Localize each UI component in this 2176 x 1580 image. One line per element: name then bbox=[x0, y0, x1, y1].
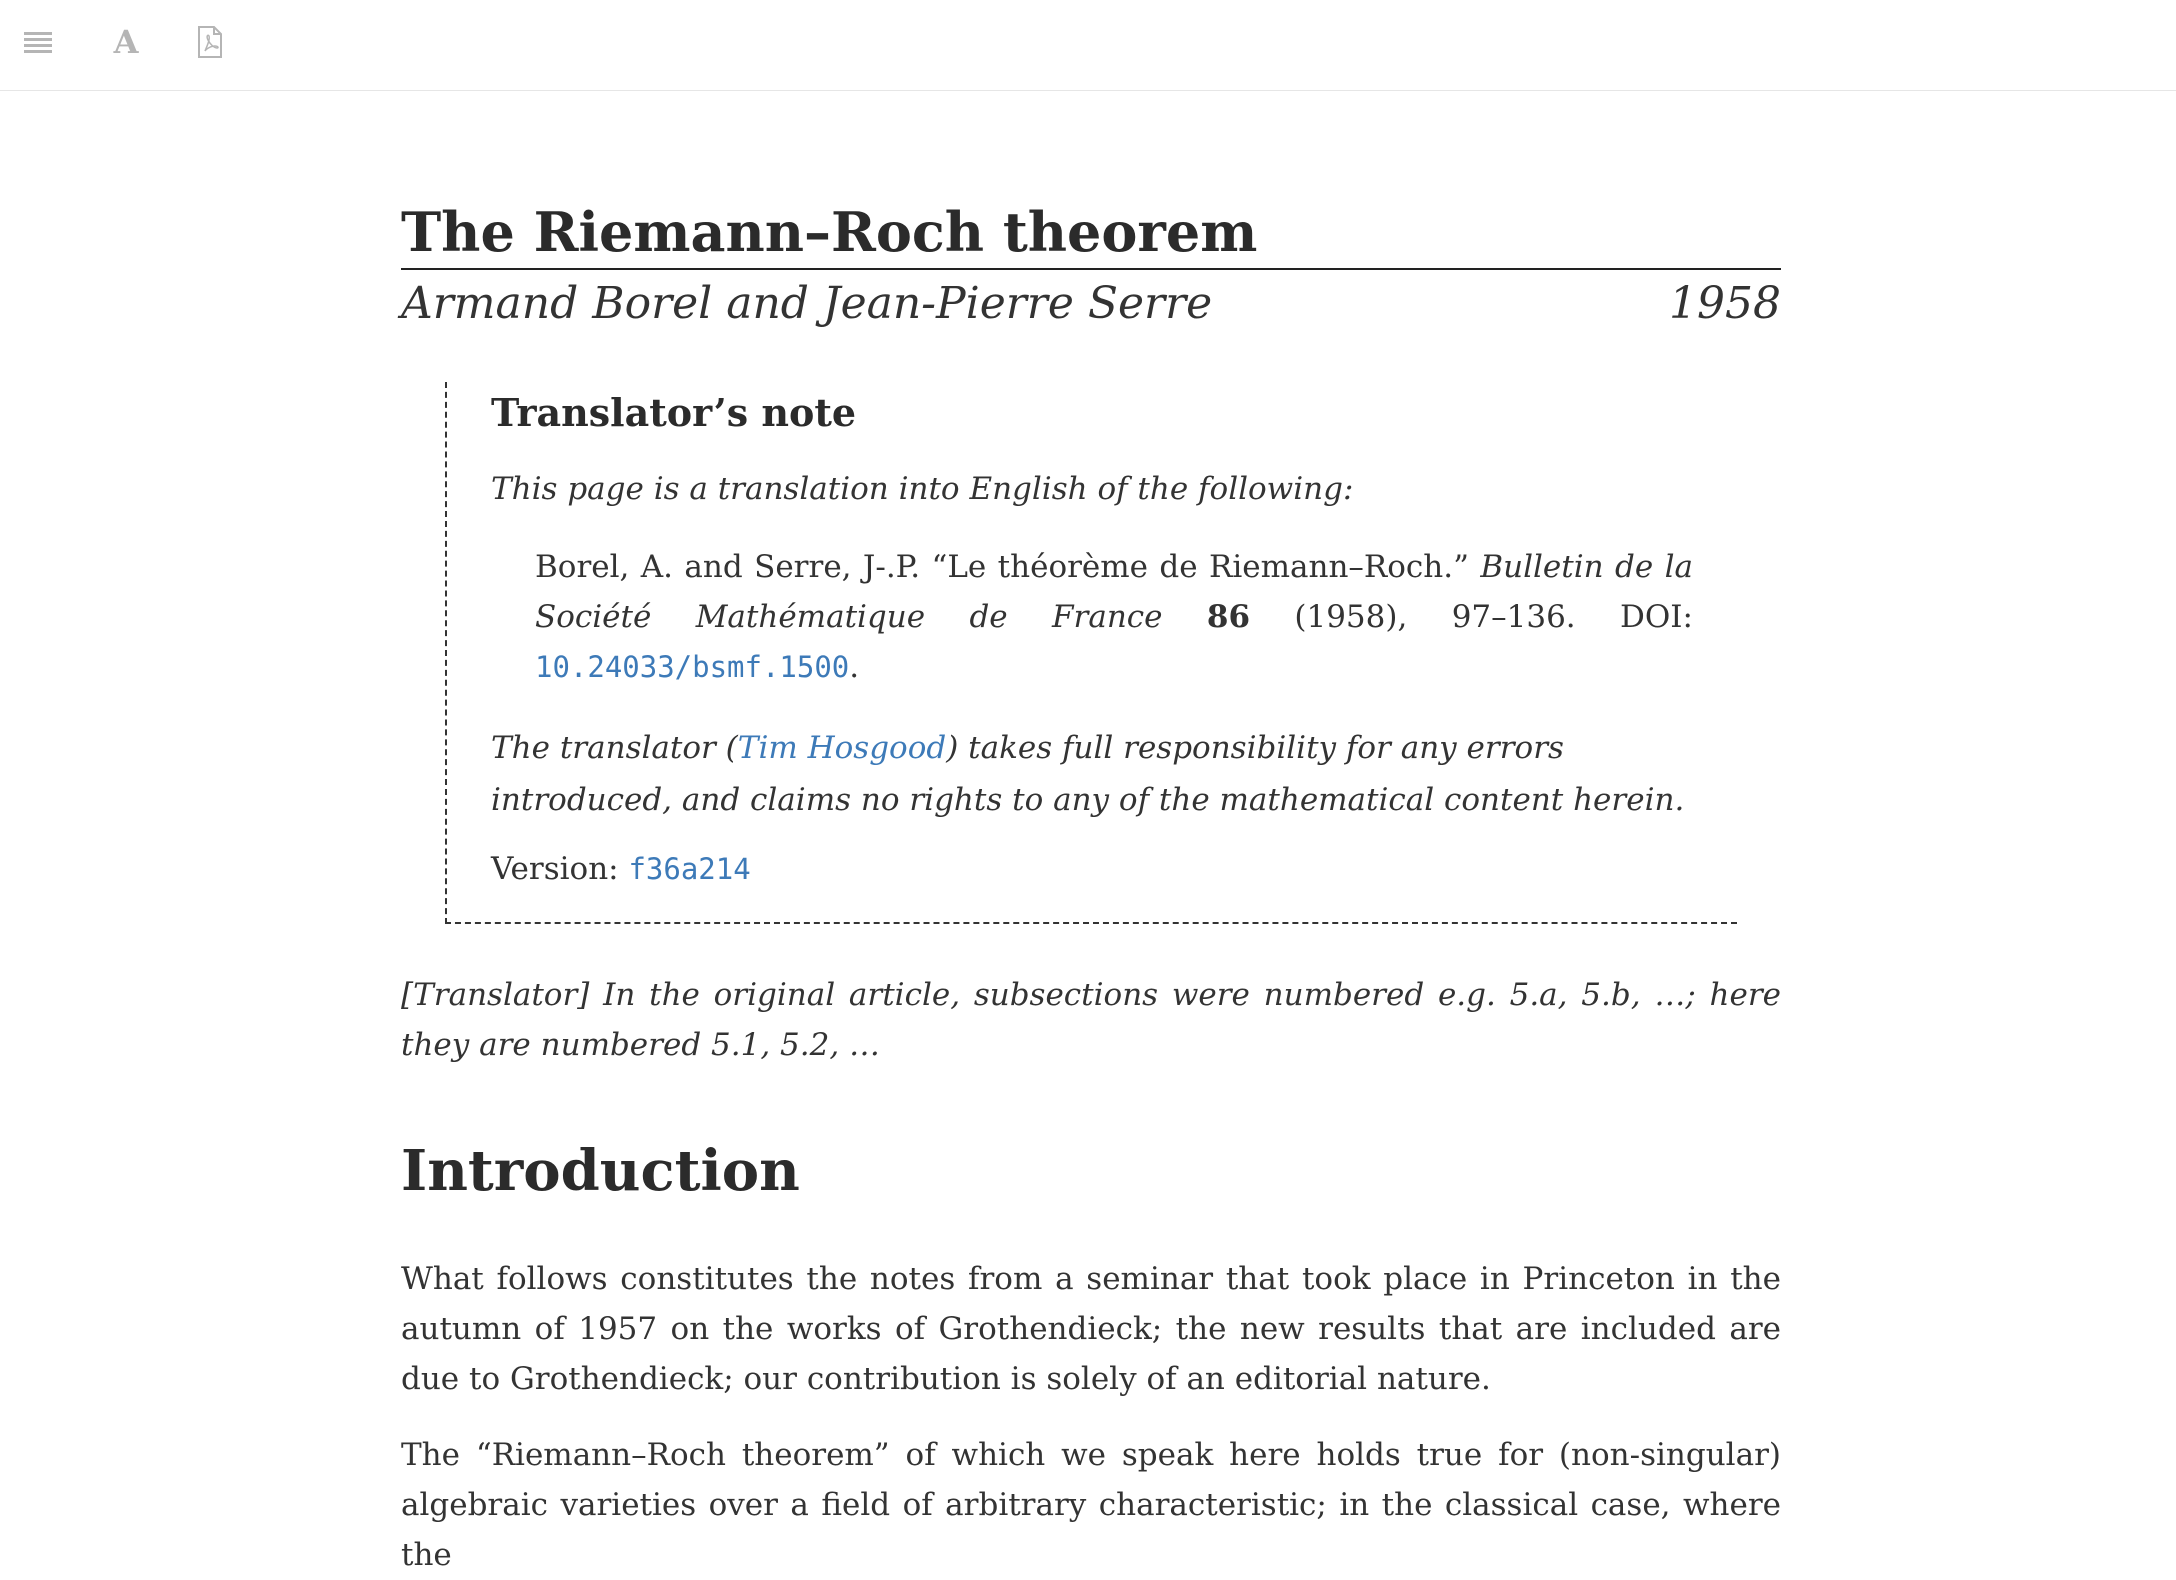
translator-note-intro: This page is a translation into English of the following: bbox=[491, 471, 1354, 507]
citation-volume: 86 bbox=[1206, 599, 1251, 635]
translator-link[interactable]: Tim Hosgood bbox=[737, 730, 947, 766]
font-icon-glyph: A bbox=[113, 23, 139, 61]
menu-icon[interactable] bbox=[16, 20, 60, 64]
translator-note-box bbox=[445, 382, 1737, 924]
citation-authors: Borel, A. and Serre, J-.P. “Le théorème de Riemann–Roch.” bbox=[535, 549, 1469, 585]
section-heading-introduction: Introduction bbox=[401, 1138, 800, 1204]
paragraph: What follows constitutes the notes from a seminar that took place in Princeton in the autumn of 1957 on the works of Grothendieck; the new results that are included are due to Grothendieck; our contribution is solely of an editorial nature. bbox=[401, 1261, 1781, 1397]
doi-link[interactable]: 10.24033/bsmf.1500 bbox=[535, 650, 850, 684]
paragraph: The “Riemann–Roch theorem” of which we speak here holds true for (non-singular) algebraic varieties over a field of arbitrary characteristic; in the classical case, where the bbox=[401, 1437, 1781, 1573]
version-hash-link[interactable]: f36a214 bbox=[628, 852, 751, 886]
version-label: Version: bbox=[491, 851, 619, 887]
document-body bbox=[401, 200, 1781, 1580]
publication-year: 1958 bbox=[1669, 278, 1781, 329]
citation bbox=[535, 542, 1693, 692]
version-line bbox=[491, 844, 1693, 894]
citation-details: (1958), 97–136. DOI: bbox=[1294, 599, 1693, 635]
disclaimer-post: ) takes full responsibility for any errors introduced, and claims no rights to any of the mathematical content herein. bbox=[491, 730, 1685, 818]
toolbar bbox=[0, 0, 2176, 91]
citation-end: . bbox=[849, 649, 860, 685]
translator-note-heading: Translator’s note bbox=[491, 390, 857, 435]
disclaimer-pre: The translator ( bbox=[491, 730, 738, 766]
pdf-icon[interactable] bbox=[188, 20, 232, 64]
page-title: The Riemann–Roch theorem bbox=[401, 200, 1781, 270]
font-icon[interactable] bbox=[104, 20, 148, 64]
translator-remark: [Translator] In the original article, subsections were numbered e.g. 5.a, 5.b, …; here they are numbered 5.1, 5.2, … bbox=[401, 977, 1781, 1063]
authors: Armand Borel and Jean-Pierre Serre bbox=[401, 278, 1213, 329]
byline bbox=[401, 272, 1781, 336]
citation-journal: Bulletin de la Société Mathématique de France bbox=[535, 549, 1693, 635]
translator-disclaimer bbox=[491, 722, 1693, 826]
